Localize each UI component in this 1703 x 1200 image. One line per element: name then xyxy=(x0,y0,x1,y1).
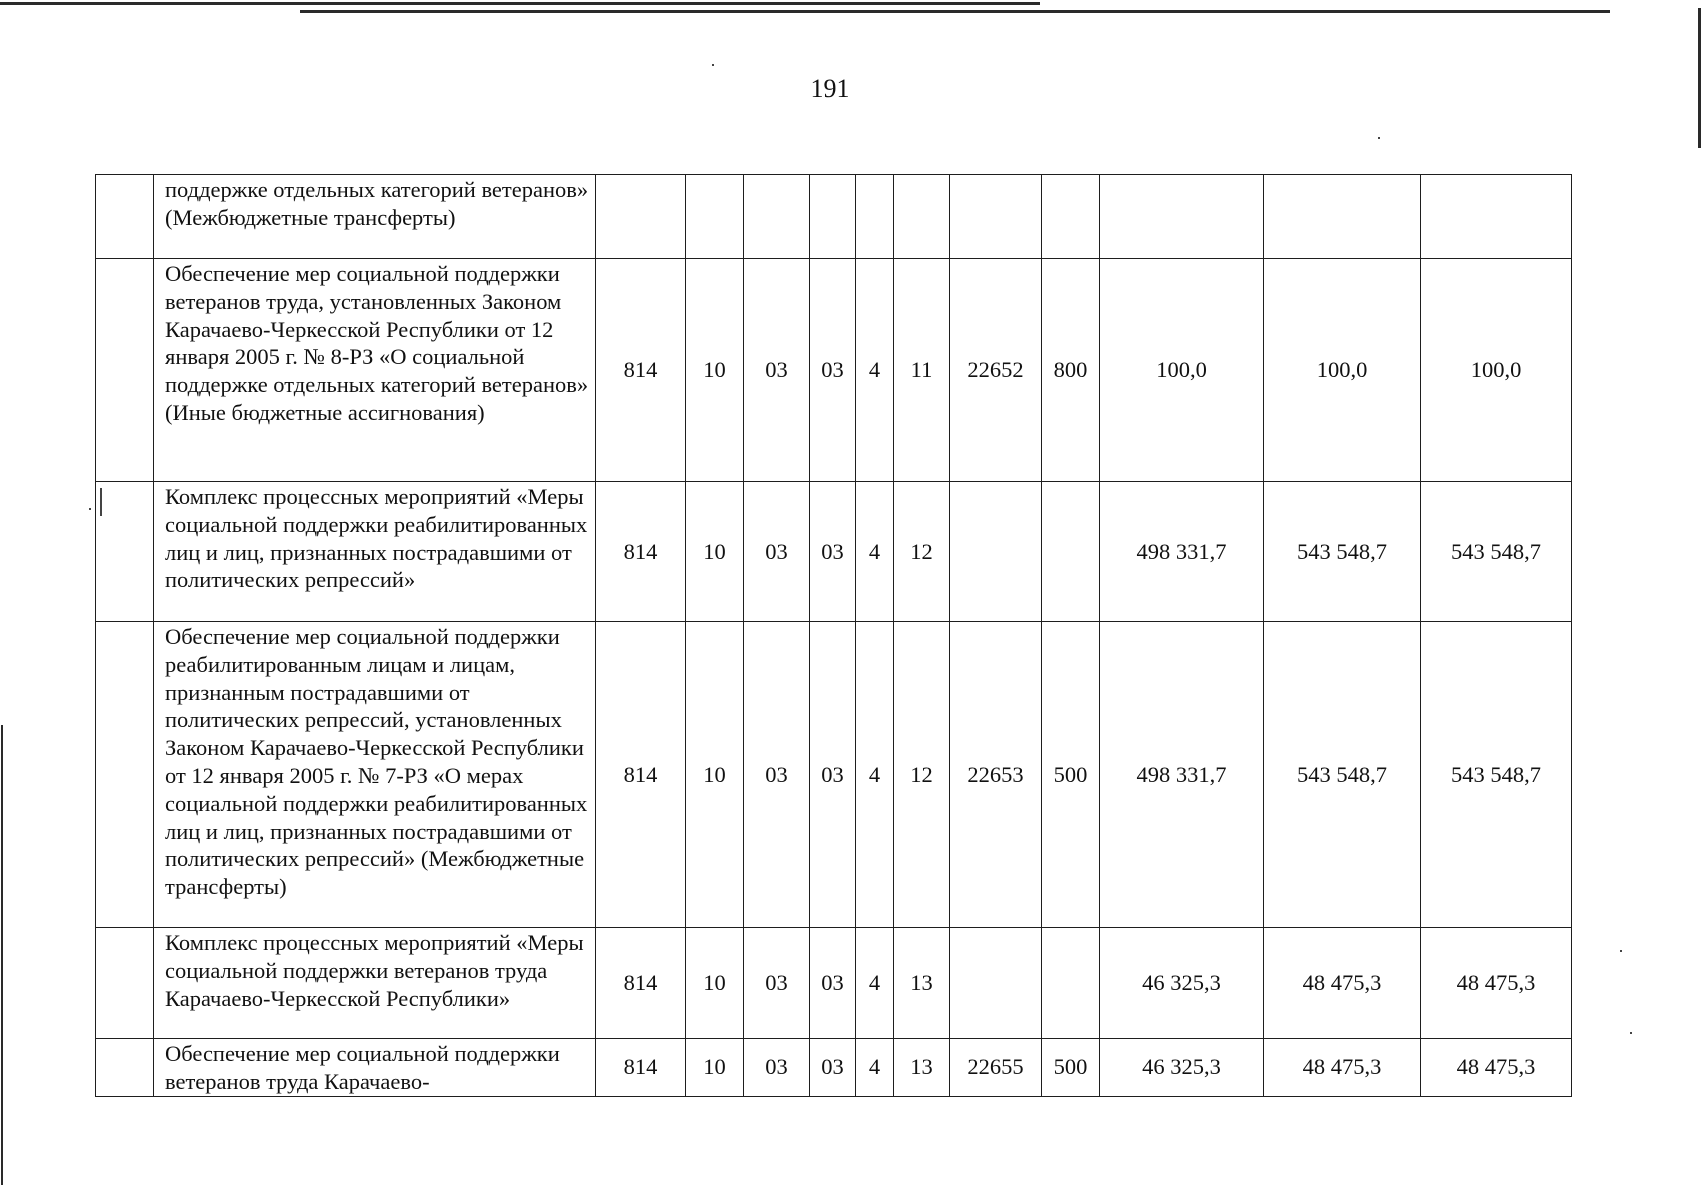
vr-cell: 500 xyxy=(1042,622,1100,928)
gp-cell: 03 xyxy=(810,259,856,482)
vr-cell xyxy=(1042,928,1100,1039)
me-cell: 12 xyxy=(894,622,950,928)
sum3-cell xyxy=(1421,175,1572,259)
table-row xyxy=(96,1039,1572,1097)
sum3-cell: 100,0 xyxy=(1421,259,1572,482)
scan-speck xyxy=(89,508,91,510)
gp-cell: 03 xyxy=(810,482,856,622)
pr-cell xyxy=(744,175,810,259)
sum2-cell: 48 475,3 xyxy=(1264,928,1421,1039)
description-cell: Комплекс процессных мероприятий «Меры социальной поддержки ветеранов труда Карачаево-Черкесской Республики» xyxy=(154,928,596,1039)
me-cell xyxy=(894,175,950,259)
ved-cell xyxy=(596,175,686,259)
table-row xyxy=(96,928,1572,1039)
scan-speck xyxy=(100,488,102,516)
table-row xyxy=(96,482,1572,622)
pr-cell: 03 xyxy=(744,622,810,928)
budget-table xyxy=(95,174,1572,1097)
pr-cell: 03 xyxy=(744,928,810,1039)
vr-cell: 800 xyxy=(1042,259,1100,482)
vr-cell xyxy=(1042,482,1100,622)
pr-cell: 03 xyxy=(744,259,810,482)
pp-cell: 4 xyxy=(856,928,894,1039)
pp-cell: 4 xyxy=(856,1039,894,1097)
code-cell xyxy=(950,482,1042,622)
description-cell: Комплекс процессных мероприятий «Меры социальной поддержки реабилитированных лиц и лиц, признанных пострадавшими от политических репрессий» xyxy=(154,482,596,622)
description-cell: поддержке отдельных категорий ветеранов» (Межбюджетные трансферты) xyxy=(154,175,596,259)
me-cell: 11 xyxy=(894,259,950,482)
row-index-cell xyxy=(96,928,154,1039)
ved-cell: 814 xyxy=(596,259,686,482)
rz-cell: 10 xyxy=(686,1039,744,1097)
ved-cell: 814 xyxy=(596,622,686,928)
description-cell: Обеспечение мер социальной поддержки реабилитированным лицам и лицам, признанным пострадавшими от политических репрессий, установленных Законом Карачаево-Черкесской Республики от 12 января 2005 г. № 7-РЗ «О мерах социальной поддержки реабилитированных лиц и лиц, признанных пострадавшими от политических репрессий» (Межбюджетные трансферты) xyxy=(154,622,596,928)
row-index-cell xyxy=(96,1039,154,1097)
rz-cell: 10 xyxy=(686,928,744,1039)
code-cell xyxy=(950,928,1042,1039)
code-cell: 22653 xyxy=(950,622,1042,928)
me-cell: 13 xyxy=(894,1039,950,1097)
ved-cell: 814 xyxy=(596,482,686,622)
sum3-cell: 543 548,7 xyxy=(1421,622,1572,928)
sum2-cell: 543 548,7 xyxy=(1264,482,1421,622)
scan-speck xyxy=(1630,1032,1632,1034)
scan-speck xyxy=(712,64,714,66)
top-scan-rule-2 xyxy=(300,10,1610,13)
me-cell: 12 xyxy=(894,482,950,622)
scan-speck xyxy=(1378,137,1380,139)
pr-cell: 03 xyxy=(744,482,810,622)
left-scan-edge xyxy=(1,725,3,1185)
description-cell: Обеспечение мер социальной поддержки ветеранов труда, установленных Законом Карачаево-Черкесской Республики от 12 января 2005 г. № 8-РЗ «О социальной поддержке отдельных категорий ветеранов» (Иные бюджетные ассигнования) xyxy=(154,259,596,482)
me-cell: 13 xyxy=(894,928,950,1039)
table-row xyxy=(96,259,1572,482)
rz-cell xyxy=(686,175,744,259)
pp-cell: 4 xyxy=(856,622,894,928)
row-index-cell xyxy=(96,259,154,482)
gp-cell: 03 xyxy=(810,622,856,928)
right-scan-edge xyxy=(1698,8,1701,148)
top-scan-rule xyxy=(0,2,1040,5)
pr-cell: 03 xyxy=(744,1039,810,1097)
rz-cell: 10 xyxy=(686,259,744,482)
description-cell: Обеспечение мер социальной поддержки ветеранов труда Карачаево- xyxy=(154,1039,596,1097)
vr-cell xyxy=(1042,175,1100,259)
table-row xyxy=(96,175,1572,259)
sum3-cell: 48 475,3 xyxy=(1421,928,1572,1039)
sum1-cell: 498 331,7 xyxy=(1100,482,1264,622)
sum2-cell: 543 548,7 xyxy=(1264,622,1421,928)
code-cell: 22655 xyxy=(950,1039,1042,1097)
ved-cell: 814 xyxy=(596,1039,686,1097)
page-number: 191 xyxy=(810,74,850,103)
sum2-cell xyxy=(1264,175,1421,259)
pp-cell xyxy=(856,175,894,259)
sum2-cell: 48 475,3 xyxy=(1264,1039,1421,1097)
sum2-cell: 100,0 xyxy=(1264,259,1421,482)
scan-speck xyxy=(1620,950,1622,952)
rz-cell: 10 xyxy=(686,622,744,928)
sum1-cell: 100,0 xyxy=(1100,259,1264,482)
sum1-cell: 498 331,7 xyxy=(1100,622,1264,928)
sum1-cell: 46 325,3 xyxy=(1100,928,1264,1039)
gp-cell: 03 xyxy=(810,928,856,1039)
pp-cell: 4 xyxy=(856,482,894,622)
row-index-cell xyxy=(96,482,154,622)
ved-cell: 814 xyxy=(596,928,686,1039)
vr-cell: 500 xyxy=(1042,1039,1100,1097)
row-index-cell xyxy=(96,175,154,259)
sum3-cell: 543 548,7 xyxy=(1421,482,1572,622)
row-index-cell xyxy=(96,622,154,928)
sum1-cell xyxy=(1100,175,1264,259)
pp-cell: 4 xyxy=(856,259,894,482)
gp-cell: 03 xyxy=(810,1039,856,1097)
code-cell: 22652 xyxy=(950,259,1042,482)
rz-cell: 10 xyxy=(686,482,744,622)
code-cell xyxy=(950,175,1042,259)
table-row xyxy=(96,622,1572,928)
gp-cell xyxy=(810,175,856,259)
sum3-cell: 48 475,3 xyxy=(1421,1039,1572,1097)
sum1-cell: 46 325,3 xyxy=(1100,1039,1264,1097)
